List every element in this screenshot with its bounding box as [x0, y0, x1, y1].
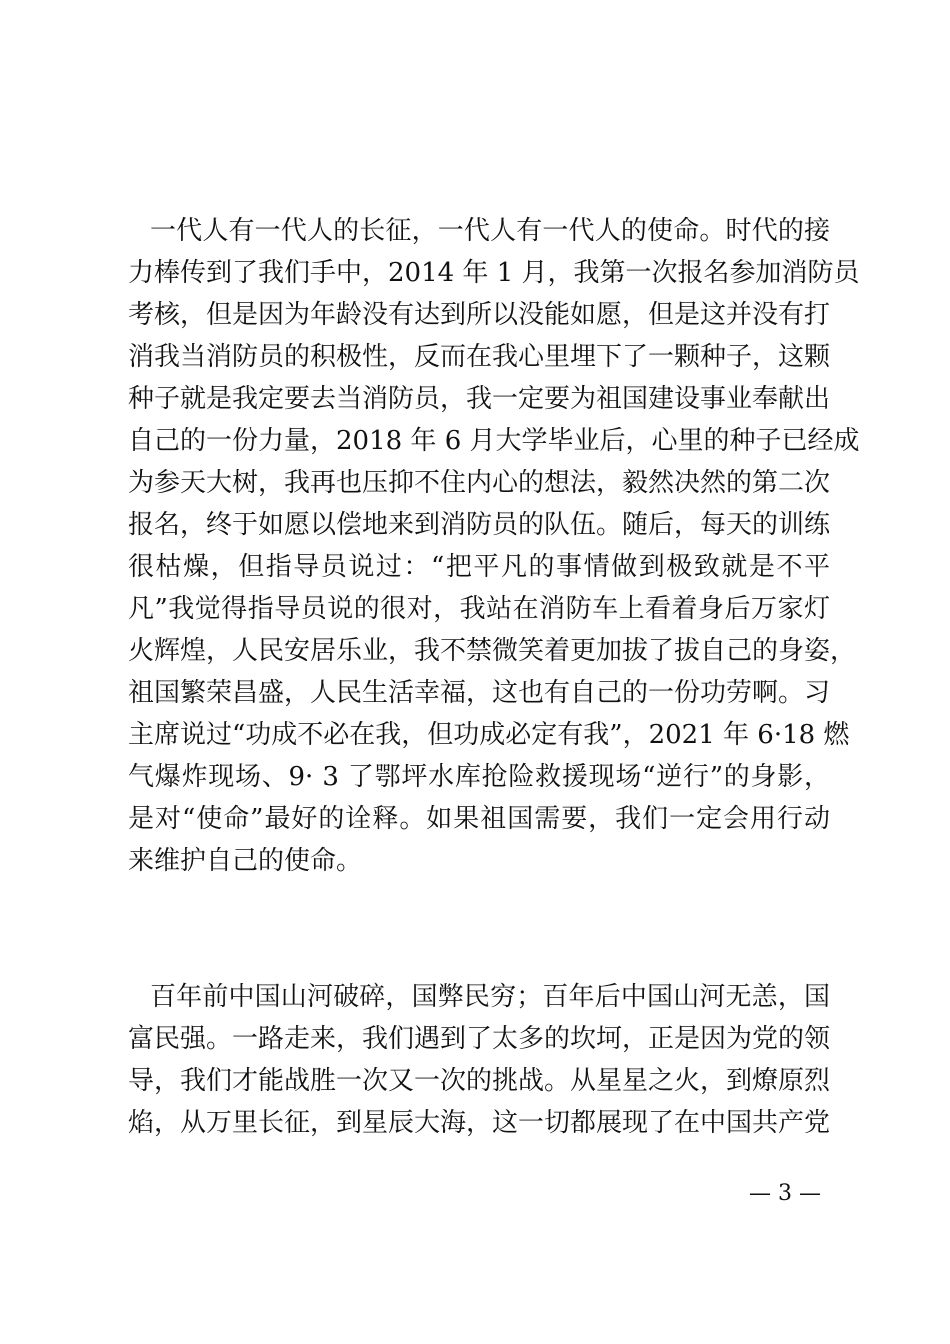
- paragraph-2: [128, 976, 830, 1144]
- text-line: 火辉煌，人民安居乐业，我不禁微笑着更加拔了拔自己的身姿，: [128, 636, 857, 666]
- text-line: 是对“使命”最好的诠释。如果祖国需要，我们一定会用行动: [128, 804, 830, 834]
- text-line: 来维护自己的使命。: [128, 846, 363, 876]
- text-line: 一代人有一代人的长征，一代人有一代人的使命。时代的接: [150, 216, 830, 246]
- text-line: 很枯燥，但指导员说过：“把平凡的事情做到极致就是不平: [128, 552, 830, 582]
- text-line: 报名，终于如愿以偿地来到消防员的队伍。随后，每天的训练: [128, 510, 831, 540]
- text-line: 主席说过“功成不必在我，但功成必定有我”，2021 年 6·18 燃: [128, 720, 850, 750]
- page-number: — 3 —: [749, 1181, 821, 1206]
- text-line: 考核，但是因为年龄没有达到所以没能如愿，但是这并没有打: [128, 300, 831, 330]
- text-line: 自己的一份力量，2018 年 6 月大学毕业后，心里的种子已经成: [128, 426, 860, 456]
- text-line: 力棒传到了我们手中，2014 年 1 月，我第一次报名参加消防员: [128, 258, 860, 288]
- text-line: 导，我们才能战胜一次又一次的挑战。从星星之火，到燎原烈: [128, 1066, 831, 1096]
- text-line: 焰，从万里长征，到星辰大海，这一切都展现了在中国共产党: [128, 1108, 831, 1138]
- text-line: 富民强。一路走来，我们遇到了太多的坎坷，正是因为党的领: [128, 1024, 831, 1054]
- paragraph-1: [128, 210, 860, 882]
- text-line: 凡”我觉得指导员说的很对，我站在消防车上看着身后万家灯: [128, 594, 830, 624]
- text-line: 气爆炸现场、9· 3 了鄂坪水库抢险救援现场“逆行”的身影，: [128, 762, 830, 792]
- text-line: 消我当消防员的积极性，反而在我心里埋下了一颗种子，这颗: [128, 342, 831, 372]
- text-line: 百年前中国山河破碎，国弊民穷；百年后中国山河无恙，国: [150, 982, 830, 1012]
- text-line: 为参天大树，我再也压抑不住内心的想法，毅然决然的第二次: [128, 468, 831, 498]
- text-line: 种子就是我定要去当消防员，我一定要为祖国建设事业奉献出: [128, 384, 831, 414]
- text-line: 祖国繁荣昌盛，人民生活幸福，这也有自己的一份功劳啊。习: [128, 678, 831, 708]
